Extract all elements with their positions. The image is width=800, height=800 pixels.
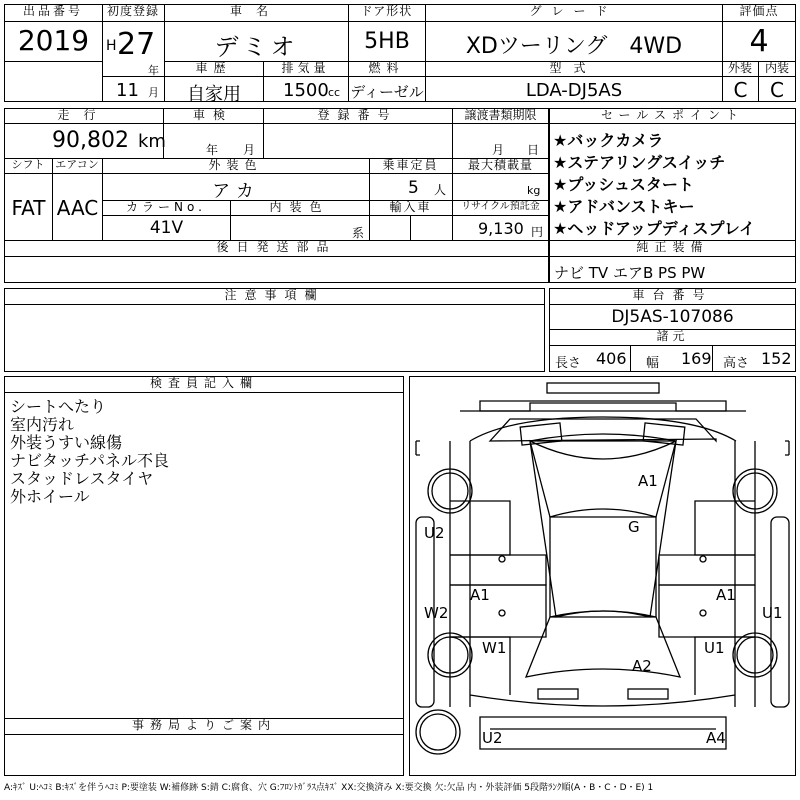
model-code-header: 型式 xyxy=(425,61,723,77)
diagram-left-handle xyxy=(499,556,505,562)
kg-unit: kg xyxy=(527,184,541,197)
car-name-header: 車名 xyxy=(164,4,349,22)
length-value: 406 xyxy=(596,349,627,368)
later-parts-header: 後日発送部品 xyxy=(4,240,549,257)
diagram-spare-wheel-inner xyxy=(420,714,456,750)
mark-right-rear-wheel: U1 xyxy=(704,639,725,657)
grade-value: XDツーリング 4WD xyxy=(465,34,683,59)
reg-no-header: 登録番号 xyxy=(263,108,453,124)
sales-points-header: セールスポイント xyxy=(549,108,796,124)
diagram-roof xyxy=(550,517,656,617)
diagram-right-front-door xyxy=(659,555,755,585)
first-reg-header: 初度登録 xyxy=(102,4,165,22)
reg-no-cell xyxy=(263,123,453,159)
inspector-note: 外装うすい線傷 xyxy=(10,433,123,452)
fuel-value: ディーゼル xyxy=(350,83,424,101)
insp-year-unit: 年 xyxy=(206,143,219,157)
import-header: 輸入車 xyxy=(369,200,453,216)
mark-left-front-fender: U2 xyxy=(424,524,445,542)
exterior-header: 外装 xyxy=(722,61,759,77)
door-value: 5HB xyxy=(364,29,410,54)
fuel-header: 燃料 xyxy=(348,61,426,77)
height-label: 高さ xyxy=(723,356,750,371)
inspector-note: 外ホイール xyxy=(10,487,90,506)
diagram-right-mirror xyxy=(785,441,789,455)
lot-no-blank xyxy=(4,61,103,102)
diagram-right-handle xyxy=(700,556,706,562)
notes-header: 注意事項欄 xyxy=(4,288,545,305)
month-cell xyxy=(102,76,165,102)
chassis-header: 車台番号 xyxy=(549,288,796,305)
aircon-value: AAC xyxy=(56,196,99,220)
mark-left-rear-door: W2 xyxy=(424,604,449,622)
diagram-right-front-fender xyxy=(695,501,755,555)
insp-month-unit: 月 xyxy=(243,143,256,157)
sales-point-item: ★バックカメラ xyxy=(553,131,664,150)
sales-point-item: ★プッシュスタート xyxy=(553,175,694,194)
car-name-value: デミオ xyxy=(214,33,299,61)
body-color-header: 外装色 xyxy=(102,158,370,174)
genuine-equip-header: 純正装備 xyxy=(549,240,796,257)
diagram-front-plate xyxy=(547,383,659,393)
mark-right-front-fender: U1 xyxy=(762,604,783,622)
diagram-headlight-right xyxy=(643,423,685,445)
width-value: 169 xyxy=(681,349,712,368)
interior-color-cell xyxy=(230,215,370,241)
shift-header: シフト xyxy=(4,158,53,174)
diagram-rear-window xyxy=(526,611,680,677)
month-unit: 月 xyxy=(148,86,159,99)
transfer-header: 譲渡書類期限 xyxy=(452,108,549,124)
diagram-front-bumper xyxy=(480,401,726,411)
era-value: H xyxy=(106,38,117,54)
office-header: 事務局よりご案内 xyxy=(4,718,404,735)
import-cell-b xyxy=(410,215,453,241)
grade-header: グレード xyxy=(425,4,723,22)
color-no-header: カラーNo. xyxy=(102,200,231,216)
displacement-value: 1500 xyxy=(283,80,329,101)
diagram-right-handle xyxy=(700,610,706,616)
car-diagram xyxy=(409,376,796,776)
capacity-header: 乗車定員 xyxy=(369,158,453,174)
inspector-note: 室内汚れ xyxy=(10,415,75,434)
diagram-left-mirror xyxy=(416,441,420,455)
km-unit: km xyxy=(138,131,166,152)
inspection-header: 車検 xyxy=(163,108,264,124)
month-value: 11 xyxy=(116,80,139,101)
yen-unit: 円 xyxy=(531,225,544,239)
diagram-left-rear-door xyxy=(450,585,546,637)
mark-roof-rear: A2 xyxy=(632,657,652,675)
shift-value: FAT xyxy=(11,196,46,220)
year-unit: 年 xyxy=(148,64,159,77)
mark-rear-left: U2 xyxy=(482,729,503,747)
legend-text: A:ｷｽﾞ U:ﾍｺﾐ B:ｷｽﾞを伴うﾍｺﾐ P:要塗装 W:補修跡 S:錆 C:腐食、穴 G:ﾌﾛﾝﾄｶﾞﾗｽ点ｷｽﾞ XX:交換済み X:要交換 欠:欠品 内・外装評価 5段階ﾗﾝｸ順(A・B・C・D・E) 1 xyxy=(4,783,654,793)
diagram-body-left xyxy=(450,441,470,707)
displacement-header: 排気量 xyxy=(263,61,349,77)
interior-color-header: 内装色 xyxy=(230,200,370,216)
diagram-rear-bumper xyxy=(480,717,726,749)
diagram-spare-wheel xyxy=(416,710,460,754)
color-no-value: 41V xyxy=(149,218,184,238)
diagram-rear-body xyxy=(470,695,735,706)
diagram-headlight-left xyxy=(520,423,562,445)
door-header: ドア形状 xyxy=(348,4,426,22)
height-value: 152 xyxy=(761,349,792,368)
diagram-left-front-door xyxy=(450,555,546,585)
car-diagram-svg xyxy=(410,377,795,775)
length-label: 長さ xyxy=(555,356,582,371)
import-cell-a xyxy=(369,215,411,241)
cc-unit: cc xyxy=(328,86,341,99)
diagram-rear-light-left xyxy=(538,689,578,699)
mark-right-front-door: A1 xyxy=(716,586,736,604)
interior-grade-value: C xyxy=(770,78,784,102)
inspector-header: 検査員記入欄 xyxy=(4,376,404,393)
inspector-note: ナビタッチパネル不良 xyxy=(10,451,170,470)
lot-no-value: 2019 xyxy=(17,24,90,57)
mark-windshield: G xyxy=(628,518,640,536)
transfer-day-unit: 日 xyxy=(527,143,540,157)
score-value: 4 xyxy=(749,24,769,59)
transfer-month-unit: 月 xyxy=(492,143,505,157)
diagram-rear-light-right xyxy=(628,689,668,699)
width-label: 幅 xyxy=(646,356,660,371)
interior-header: 内装 xyxy=(758,61,796,77)
recycle-header: リサイクル預託金 xyxy=(452,200,549,216)
dimensions-header: 諸元 xyxy=(549,329,796,346)
model-code-value: LDA-DJ5AS xyxy=(525,80,623,101)
genuine-equip-value: ナビ TV エアB PS PW xyxy=(554,264,706,282)
diagram-body-right xyxy=(735,441,755,707)
lot-no-header: 出品番号 xyxy=(4,4,103,22)
diagram-left-front-fender xyxy=(450,501,510,555)
diagram-cabin xyxy=(530,434,676,617)
diagram-right-rear-door xyxy=(659,585,755,637)
person-unit: 人 xyxy=(434,183,447,197)
year-value: 27 xyxy=(117,27,156,62)
interior-color-unit: 系 xyxy=(352,226,365,240)
mileage-header: 走行 xyxy=(4,108,164,124)
exterior-grade-value: C xyxy=(733,78,748,102)
inspector-note: スタッドレスタイヤ xyxy=(10,469,154,488)
aircon-header: エアコン xyxy=(52,158,103,174)
sales-point-item: ★アドバンストキー xyxy=(553,197,695,216)
score-header: 評価点 xyxy=(722,4,796,22)
mark-rear-right: A4 xyxy=(706,729,726,747)
diagram-hood-outline xyxy=(470,417,736,441)
sales-point-item: ★ステアリングスイッチ xyxy=(553,153,726,172)
mark-left-rear-wheel: W1 xyxy=(482,639,507,657)
mark-left-front-door: A1 xyxy=(470,586,490,604)
max-load-header: 最大積載量 xyxy=(452,158,549,174)
chassis-value: DJ5AS-107086 xyxy=(611,307,734,327)
body-color-value: アカ xyxy=(212,181,260,202)
mileage-value: 90,802 xyxy=(52,128,129,153)
history-value: 自家用 xyxy=(187,84,241,105)
recycle-value: 9,130 xyxy=(478,219,524,238)
capacity-value: 5 xyxy=(408,178,419,198)
diagram-left-handle xyxy=(499,610,505,616)
history-header: 車歴 xyxy=(164,61,264,77)
sales-point-item: ★ヘッドアップディスプレイ xyxy=(553,219,756,238)
mark-hood: A1 xyxy=(638,472,658,490)
inspector-note: シートへたり xyxy=(10,397,107,416)
